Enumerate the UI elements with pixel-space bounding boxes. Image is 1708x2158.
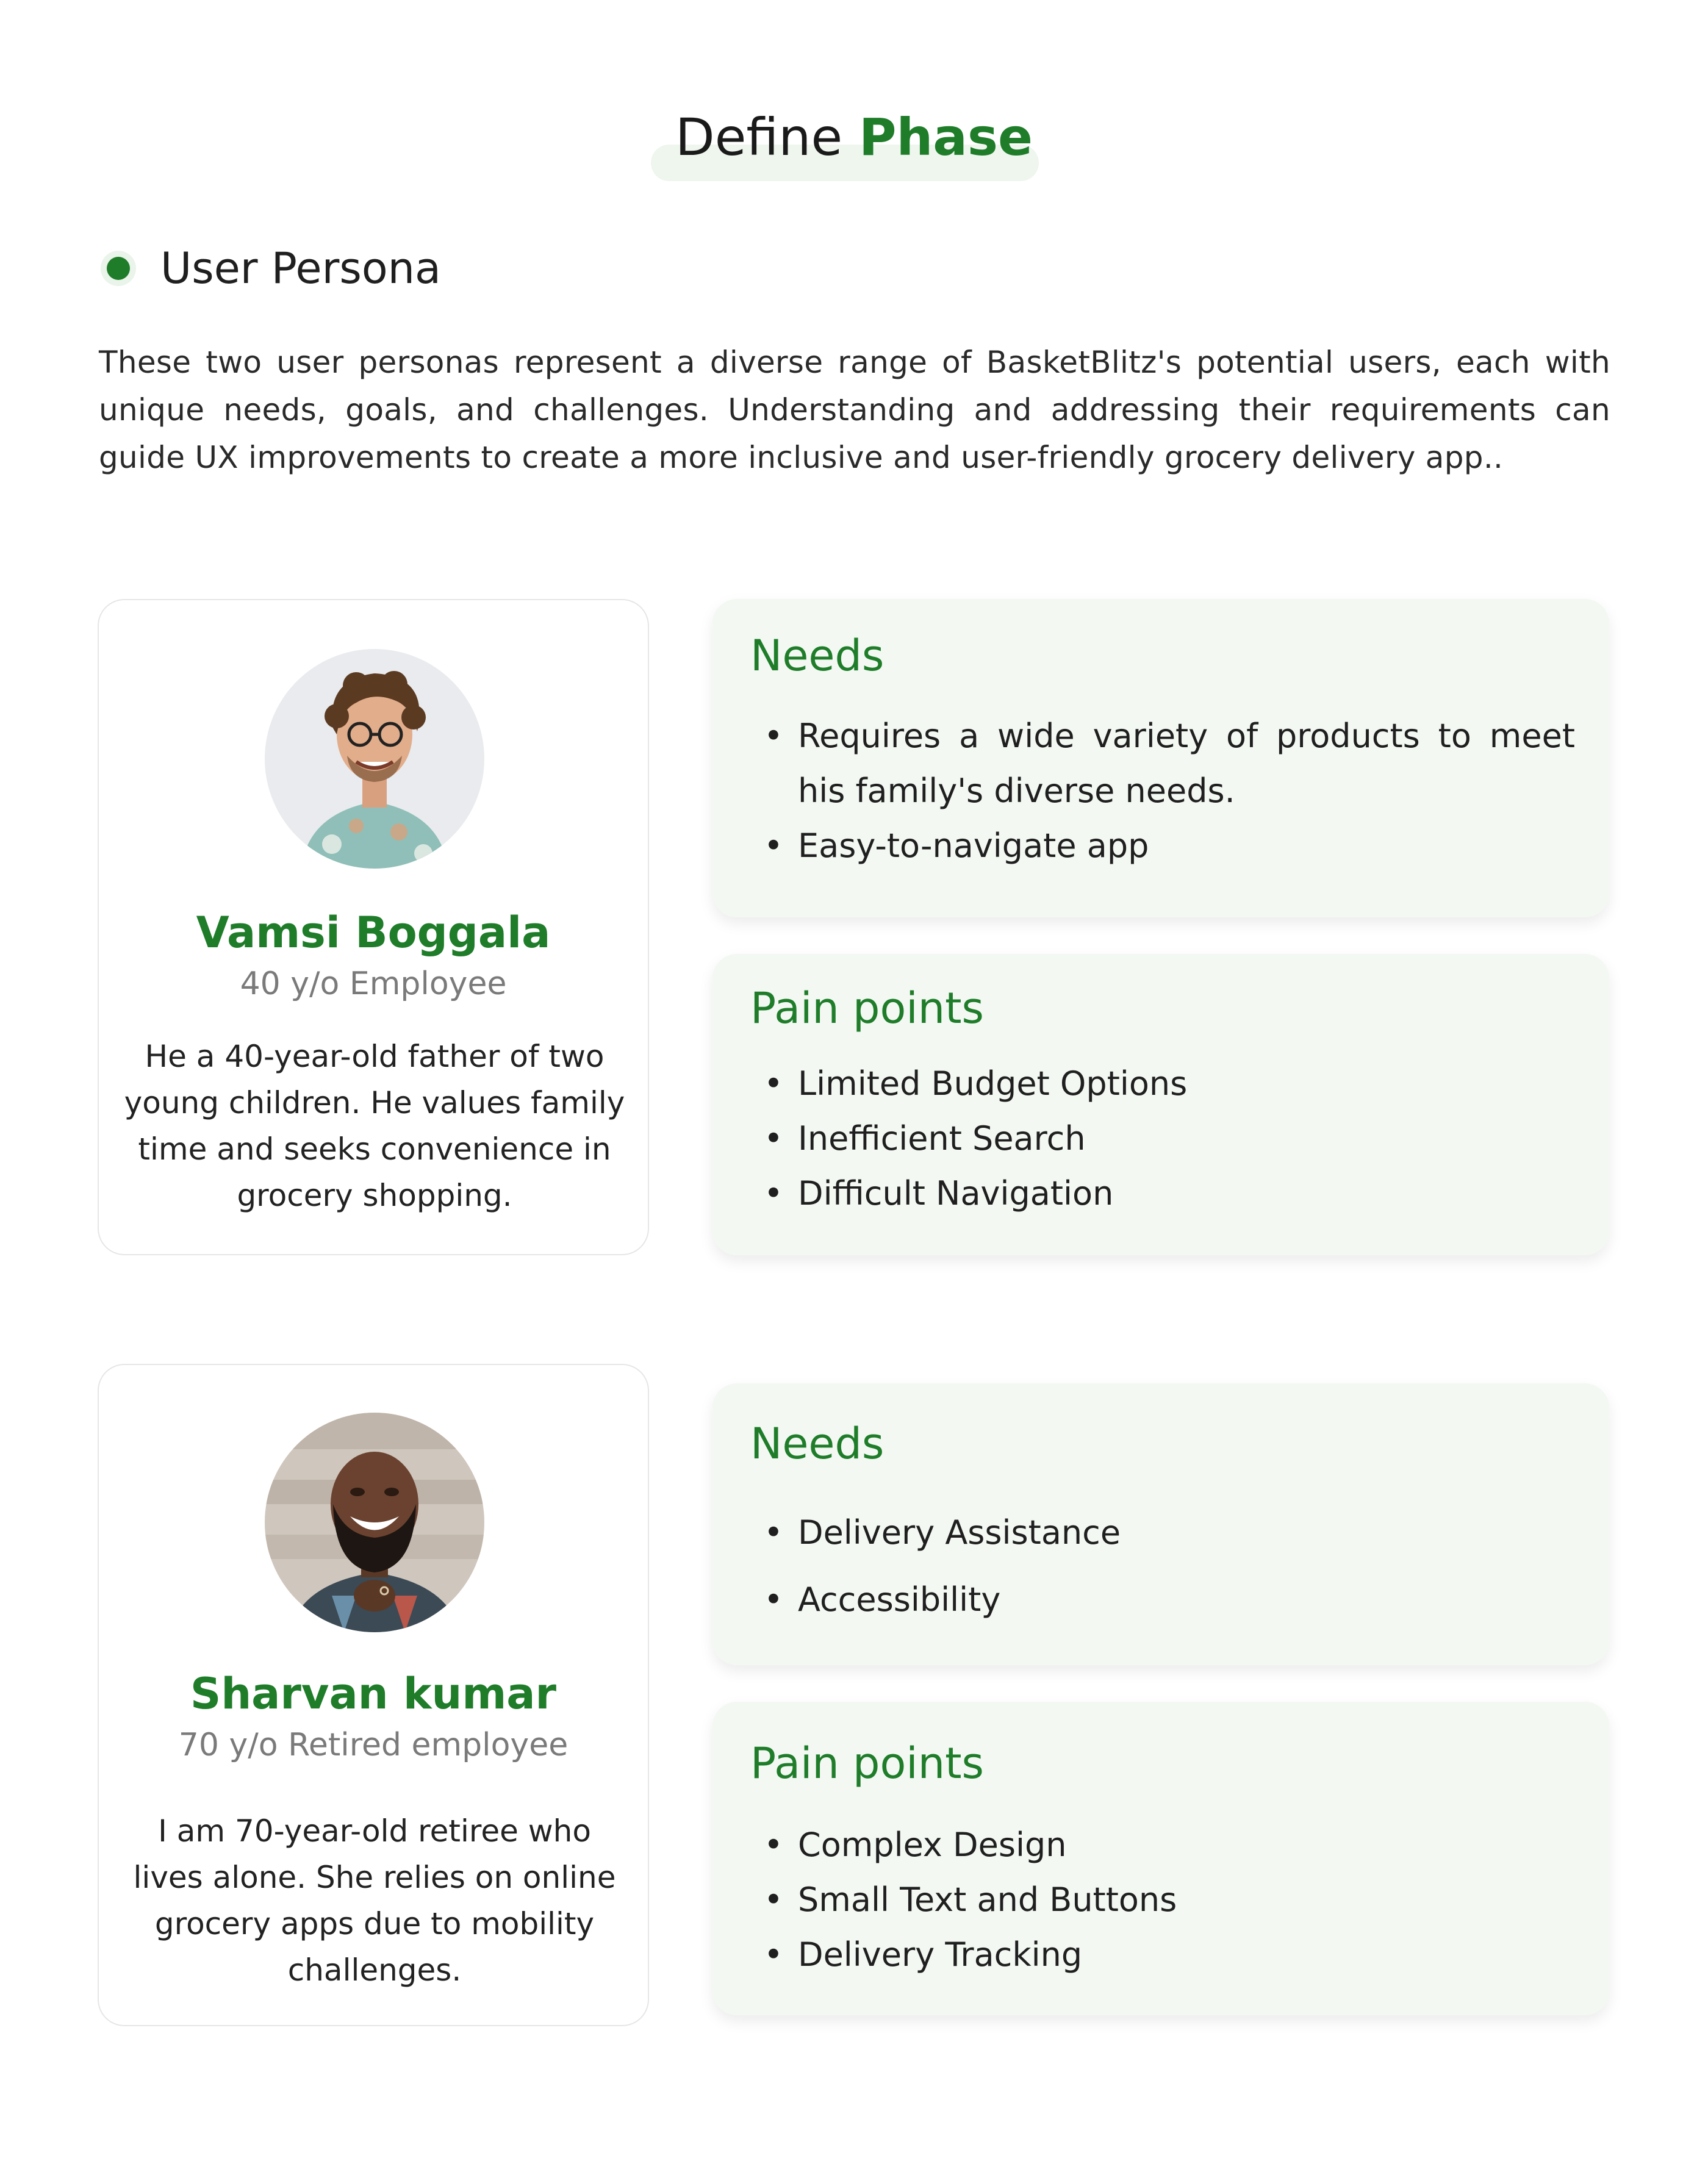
title-part-2: Phase: [858, 107, 1033, 167]
list-item: • Easy-to-navigate app: [750, 819, 1575, 873]
list-item: • Delivery Tracking: [750, 1927, 1575, 1982]
persona-role: 40 y/o Employee: [240, 966, 507, 1002]
section-title: User Persona: [160, 243, 441, 293]
page-title: [675, 101, 1033, 174]
pain-title: Pain points: [750, 983, 985, 1033]
avatar-1: [265, 649, 484, 869]
bullet-dot-icon: [101, 251, 136, 286]
persona-name: Sharvan kumar: [190, 1669, 557, 1719]
list-item: • Difficult Navigation: [750, 1166, 1575, 1221]
section-heading: [101, 241, 441, 296]
persona-role: 70 y/o Retired employee: [178, 1727, 569, 1763]
needs-title: Needs: [750, 1419, 884, 1469]
person-photo-icon: [265, 1413, 484, 1632]
pain-list: [750, 1056, 1575, 1221]
persona-card-1: [98, 599, 649, 1255]
needs-list: [750, 709, 1575, 873]
needs-card-1: [712, 599, 1609, 917]
list-item: • Complex Design: [750, 1818, 1575, 1873]
needs-card-2: [712, 1383, 1609, 1665]
list-item: • Accessibility: [750, 1566, 1575, 1633]
page-header: [0, 101, 1708, 174]
person-photo-icon: [265, 649, 484, 869]
avatar-2: [265, 1413, 484, 1632]
pain-list: [750, 1818, 1575, 1982]
list-item: • Small Text and Buttons: [750, 1873, 1575, 1927]
persona-name: Vamsi Boggala: [196, 908, 551, 958]
persona-description: He a 40-year-old father of two young children. He values family time and seeks convenience in grocery shopping.: [124, 1039, 625, 1213]
persona-description: I am 70-year-old retiree who lives alone. She relies on online grocery apps due to mobility challenges.: [133, 1813, 616, 1988]
pain-title: Pain points: [750, 1738, 985, 1788]
list-item: • Requires a wide variety of products to meet his family's diverse needs.: [750, 709, 1575, 819]
list-item: • Delivery Assistance: [750, 1499, 1575, 1566]
needs-list: [750, 1499, 1575, 1633]
list-item: • Inefficient Search: [750, 1111, 1575, 1166]
intro-paragraph: These two user personas represent a diverse range of BasketBlitz's potential users, each with unique needs, goals, and challenges. Understanding and addressing their requirements can guide UX improvements to create a more inclusive and user-friendly grocery delivery app..: [99, 345, 1610, 475]
persona-card-2: [98, 1364, 649, 2026]
needs-title: Needs: [750, 631, 884, 681]
pain-card-2: [712, 1702, 1609, 2015]
title-part-1: Define: [675, 107, 843, 167]
list-item: • Limited Budget Options: [750, 1056, 1575, 1111]
pain-card-1: [712, 954, 1609, 1255]
